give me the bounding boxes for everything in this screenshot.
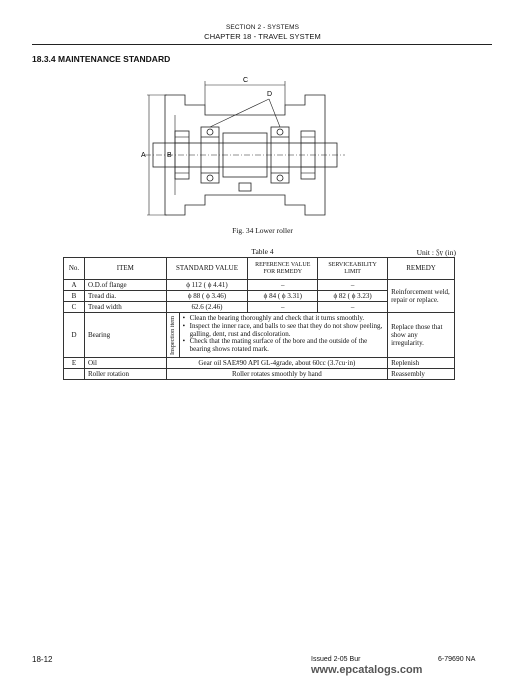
row-item: Tread width — [84, 302, 166, 313]
dim-d-label: D — [267, 91, 273, 98]
row-reference: – — [248, 280, 318, 291]
oil-value: Gear oil SAE#90 API GL-4grade, about 60cc (3.7cu·in) — [166, 358, 387, 369]
row-item: Oil — [84, 358, 166, 369]
table-row — [64, 280, 455, 291]
table-row-rotation — [64, 369, 455, 380]
table-unit: Unit : ㏜ (in) — [416, 248, 456, 257]
header-no: No. — [64, 258, 85, 280]
rotation-value: Roller rotates smoothly by hand — [166, 369, 387, 380]
remedy-d: Replace those that show any irregularity. — [388, 313, 455, 358]
chapter-header: CHAPTER 18 - TRAVEL SYSTEM — [204, 32, 321, 41]
row-item: O.D.of flange — [84, 280, 166, 291]
table-header-row — [64, 258, 455, 280]
table-caption: Table 4 — [251, 247, 274, 256]
header-rule — [32, 44, 492, 45]
dim-c-label: C — [243, 77, 249, 84]
row-no: B — [64, 291, 85, 302]
maintenance-standard-table — [63, 257, 455, 380]
row-item: Bearing — [84, 313, 166, 358]
table-row-oil — [64, 358, 455, 369]
row-no: D — [64, 313, 85, 358]
issue-note: Issued 2-05 Bur — [311, 656, 361, 663]
row-serviceability: ϕ 82 ( ϕ 3.23) — [318, 291, 388, 302]
inspection-point: • Check that the mating surface of the bore and the outside of the bearing shows rotated mark. — [183, 338, 384, 354]
dim-b-label: B — [167, 152, 172, 159]
row-item: Tread dia. — [84, 291, 166, 302]
row-standard: ϕ 112 ( ϕ 4.41) — [166, 280, 248, 291]
page-number: 18-12 — [32, 655, 53, 664]
inspection-point: • Clean the bearing thoroughly and check that it turns smoothly. — [183, 315, 384, 323]
inspection-point: • Inspect the inner race, and balls to see that they do not show peeling, galling, dent, rust and discoloration. — [183, 323, 384, 339]
row-no: A — [64, 280, 85, 291]
dim-a-label: A — [141, 152, 146, 159]
remedy-e: Replenish — [388, 358, 455, 369]
header-standard: STANDARD VALUE — [166, 258, 248, 280]
watermark: www.epcatalogs.com — [311, 664, 423, 676]
row-serviceability: – — [318, 280, 388, 291]
row-item: Roller rotation — [84, 369, 166, 380]
header-remedy: REMEDY — [388, 258, 455, 280]
row-serviceability: – — [318, 302, 388, 313]
row-standard: 62.6 (2.46) — [166, 302, 248, 313]
table-row-bearing — [64, 313, 455, 358]
row-no: E — [64, 358, 85, 369]
section-header: SECTION 2 - SYSTEMS — [225, 24, 300, 31]
lower-roller-drawing — [141, 75, 345, 235]
row-standard: ϕ 88 ( ϕ 3.46) — [166, 291, 248, 302]
inspection-cell — [166, 313, 387, 358]
remedy-abc: Reinforcement weld, repair or replace. — [388, 280, 455, 313]
header-item: ITEM — [84, 258, 166, 280]
row-no: C — [64, 302, 85, 313]
remedy-f: Reassembly — [388, 369, 455, 380]
figure-caption: Fig. 34 Lower roller — [232, 226, 293, 235]
inspection-label: Inspection item — [169, 315, 177, 355]
document-code: 6-79690 NA — [438, 656, 476, 663]
row-reference: – — [248, 302, 318, 313]
row-reference: ϕ 84 ( ϕ 3.31) — [248, 291, 318, 302]
header-serviceability: SERVICEABILITY LIMIT — [318, 258, 388, 280]
header-reference: REFERENCE VALUE FOR REMEDY — [248, 258, 318, 280]
section-title: 18.3.4 MAINTENANCE STANDARD — [32, 54, 171, 64]
